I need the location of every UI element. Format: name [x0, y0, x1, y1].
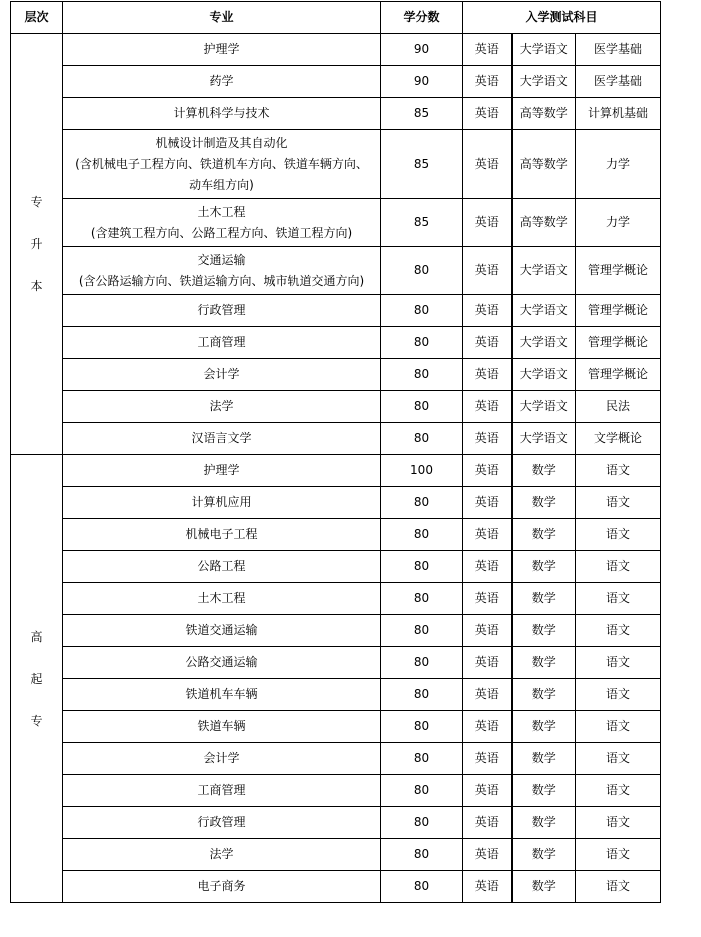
major-line: 护理学	[203, 463, 240, 477]
subject-1-cell: 英语	[463, 519, 512, 551]
credits-cell: 100	[381, 455, 463, 487]
subject-3-cell: 语文	[576, 615, 661, 647]
subject-1-cell: 英语	[463, 583, 512, 615]
level-cell	[11, 34, 63, 455]
major-cell	[63, 711, 381, 743]
credits-cell: 80	[381, 743, 463, 775]
subject-1-cell: 英语	[463, 551, 512, 583]
table-row	[11, 327, 661, 359]
table-row	[11, 199, 661, 247]
subject-1-cell: 英语	[463, 327, 512, 359]
credits-cell: 85	[381, 98, 463, 130]
subject-2-cell: 大学语文	[512, 295, 576, 327]
subject-2-cell: 大学语文	[512, 34, 576, 66]
credits-cell: 80	[381, 615, 463, 647]
subject-1-cell: 英语	[463, 807, 512, 839]
table-row	[11, 98, 661, 130]
table-body	[11, 34, 661, 903]
subject-3-cell: 语文	[576, 775, 661, 807]
subject-2-cell: 数学	[512, 615, 576, 647]
major-cell	[63, 247, 381, 295]
table-row	[11, 295, 661, 327]
credits-cell: 90	[381, 66, 463, 98]
subject-3-cell: 语文	[576, 743, 661, 775]
subject-2-cell: 高等数学	[512, 98, 576, 130]
subject-2-cell: 数学	[512, 807, 576, 839]
major-cell	[63, 583, 381, 615]
subject-3-cell: 语文	[576, 647, 661, 679]
subject-3-cell: 民法	[576, 391, 661, 423]
table-row	[11, 647, 661, 679]
table-row	[11, 130, 661, 199]
credits-cell: 80	[381, 487, 463, 519]
subject-3-cell: 语文	[576, 807, 661, 839]
credits-cell: 80	[381, 519, 463, 551]
subject-2-cell: 数学	[512, 647, 576, 679]
major-cell	[63, 98, 381, 130]
credits-cell: 80	[381, 551, 463, 583]
major-line: 土木工程	[197, 591, 246, 605]
major-cell	[63, 871, 381, 903]
subject-3-cell: 力学	[576, 199, 661, 247]
table-row	[11, 391, 661, 423]
major-line: 护理学	[203, 42, 240, 56]
major-cell	[63, 647, 381, 679]
major-line: 交通运输	[197, 252, 246, 267]
credits-cell: 80	[381, 583, 463, 615]
subject-3-cell: 医学基础	[576, 34, 661, 66]
level-cell	[11, 455, 63, 903]
table-row	[11, 551, 661, 583]
table-row	[11, 247, 661, 295]
major-cell	[63, 487, 381, 519]
admission-table	[10, 1, 661, 903]
header-level: 层次	[11, 2, 63, 34]
subject-2-cell: 数学	[512, 487, 576, 519]
credits-cell: 80	[381, 359, 463, 391]
level-char: 升	[30, 237, 43, 251]
major-cell	[63, 66, 381, 98]
major-cell	[63, 130, 381, 199]
level-char: 专	[30, 713, 43, 728]
credits-cell: 80	[381, 711, 463, 743]
header-exam-subjects: 入学测试科目	[463, 2, 661, 34]
subject-1-cell: 英语	[463, 66, 512, 98]
credits-cell: 80	[381, 839, 463, 871]
major-line: 铁道交通运输	[185, 623, 258, 637]
header-major: 专业	[63, 2, 381, 34]
table-row	[11, 519, 661, 551]
subject-3-cell: 管理学概论	[576, 327, 661, 359]
table-row	[11, 359, 661, 391]
header-credits: 学分数	[381, 2, 463, 34]
subject-2-cell: 大学语文	[512, 66, 576, 98]
subject-2-cell: 数学	[512, 871, 576, 903]
subject-1-cell: 英语	[463, 130, 512, 199]
subject-2-cell: 数学	[512, 679, 576, 711]
level-char: 本	[30, 279, 43, 293]
major-cell	[63, 807, 381, 839]
subject-2-cell: 大学语文	[512, 423, 576, 455]
major-line: 机械设计制造及其自动化	[155, 135, 288, 150]
subject-1-cell: 英语	[463, 487, 512, 519]
subject-3-cell: 语文	[576, 551, 661, 583]
subject-1-cell: 英语	[463, 775, 512, 807]
subject-3-cell: 文学概论	[576, 423, 661, 455]
table-row	[11, 615, 661, 647]
subject-3-cell: 管理学概论	[576, 295, 661, 327]
credits-cell: 80	[381, 391, 463, 423]
credits-cell: 80	[381, 871, 463, 903]
credits-cell: 80	[381, 247, 463, 295]
subject-3-cell: 语文	[576, 679, 661, 711]
major-line: (含机械电子工程方向、铁道机车方向、铁道车辆方向、	[75, 156, 368, 171]
major-line: 土木工程	[197, 204, 246, 219]
subject-2-cell: 数学	[512, 711, 576, 743]
subject-2-cell: 数学	[512, 775, 576, 807]
subject-3-cell: 计算机基础	[576, 98, 661, 130]
subject-3-cell: 医学基础	[576, 66, 661, 98]
level-char: 高	[30, 629, 43, 644]
table-row	[11, 34, 661, 66]
major-line: 工商管理	[197, 783, 246, 797]
table-row	[11, 839, 661, 871]
major-line: 机械电子工程	[185, 527, 258, 541]
major-cell	[63, 743, 381, 775]
major-cell	[63, 679, 381, 711]
table-row	[11, 743, 661, 775]
subject-3-cell: 语文	[576, 839, 661, 871]
subject-3-cell: 语文	[576, 711, 661, 743]
major-line: 铁道车辆	[197, 719, 246, 733]
credits-cell: 80	[381, 679, 463, 711]
major-cell	[63, 391, 381, 423]
credits-cell: 80	[381, 327, 463, 359]
subject-3-cell: 语文	[576, 455, 661, 487]
major-cell	[63, 615, 381, 647]
credits-cell: 85	[381, 130, 463, 199]
major-line: 法学	[209, 847, 234, 861]
table-row	[11, 871, 661, 903]
credits-cell: 80	[381, 775, 463, 807]
subject-1-cell: 英语	[463, 391, 512, 423]
major-cell	[63, 551, 381, 583]
major-line: 会计学	[203, 751, 240, 765]
major-cell	[63, 423, 381, 455]
subject-2-cell: 高等数学	[512, 130, 576, 199]
level-char: 专	[30, 195, 43, 209]
major-line: 铁道机车车辆	[185, 687, 258, 701]
credits-cell: 80	[381, 423, 463, 455]
subject-1-cell: 英语	[463, 871, 512, 903]
major-cell	[63, 519, 381, 551]
subject-1-cell: 英语	[463, 34, 512, 66]
major-line: 行政管理	[197, 303, 246, 317]
table-row	[11, 66, 661, 98]
subject-2-cell: 高等数学	[512, 199, 576, 247]
major-cell	[63, 775, 381, 807]
subject-1-cell: 英语	[463, 98, 512, 130]
major-line: 公路交通运输	[185, 655, 258, 669]
credits-cell: 85	[381, 199, 463, 247]
table-row	[11, 455, 661, 487]
subject-2-cell: 大学语文	[512, 359, 576, 391]
subject-2-cell: 数学	[512, 519, 576, 551]
major-cell	[63, 327, 381, 359]
major-cell	[63, 34, 381, 66]
major-cell	[63, 295, 381, 327]
credits-cell: 80	[381, 807, 463, 839]
subject-3-cell: 语文	[576, 871, 661, 903]
major-line: 行政管理	[197, 815, 246, 829]
major-cell	[63, 199, 381, 247]
subject-2-cell: 数学	[512, 455, 576, 487]
major-line: 公路工程	[197, 559, 246, 573]
subject-3-cell: 语文	[576, 487, 661, 519]
subject-1-cell: 英语	[463, 199, 512, 247]
subject-1-cell: 英语	[463, 455, 512, 487]
subject-2-cell: 数学	[512, 743, 576, 775]
subject-2-cell: 数学	[512, 551, 576, 583]
major-cell	[63, 359, 381, 391]
subject-1-cell: 英语	[463, 711, 512, 743]
header-row	[11, 2, 661, 34]
subject-3-cell: 管理学概论	[576, 247, 661, 295]
subject-1-cell: 英语	[463, 839, 512, 871]
subject-2-cell: 大学语文	[512, 391, 576, 423]
major-line: 法学	[209, 399, 234, 413]
credits-cell: 80	[381, 295, 463, 327]
table-row	[11, 423, 661, 455]
major-line: (含公路运输方向、铁道运输方向、城市轨道交通方向)	[78, 273, 365, 288]
major-cell	[63, 839, 381, 871]
subject-1-cell: 英语	[463, 743, 512, 775]
subject-3-cell: 语文	[576, 583, 661, 615]
table-row	[11, 583, 661, 615]
subject-2-cell: 大学语文	[512, 247, 576, 295]
major-line: 药学	[209, 74, 234, 88]
subject-3-cell: 力学	[576, 130, 661, 199]
subject-1-cell: 英语	[463, 247, 512, 295]
table-row	[11, 775, 661, 807]
credits-cell: 80	[381, 647, 463, 679]
subject-1-cell: 英语	[463, 359, 512, 391]
major-line: 计算机科学与技术	[173, 106, 270, 120]
major-line: 汉语言文学	[191, 431, 252, 445]
credits-cell: 90	[381, 34, 463, 66]
subject-3-cell: 语文	[576, 519, 661, 551]
subject-1-cell: 英语	[463, 647, 512, 679]
subject-2-cell: 数学	[512, 839, 576, 871]
table-row	[11, 711, 661, 743]
subject-2-cell: 数学	[512, 583, 576, 615]
subject-1-cell: 英语	[463, 423, 512, 455]
table-row	[11, 679, 661, 711]
major-line: 计算机应用	[191, 495, 252, 509]
level-char: 起	[30, 671, 43, 686]
subject-2-cell: 大学语文	[512, 327, 576, 359]
table-row	[11, 487, 661, 519]
major-line: 会计学	[203, 367, 240, 381]
major-line: 工商管理	[197, 335, 246, 349]
major-line: 动车组方向)	[189, 177, 254, 192]
subject-1-cell: 英语	[463, 295, 512, 327]
major-cell	[63, 455, 381, 487]
subject-3-cell: 管理学概论	[576, 359, 661, 391]
subject-1-cell: 英语	[463, 615, 512, 647]
table-row	[11, 807, 661, 839]
subject-1-cell: 英语	[463, 679, 512, 711]
major-line: 电子商务	[197, 879, 246, 893]
major-line: (含建筑工程方向、公路工程方向、铁道工程方向)	[90, 225, 353, 240]
